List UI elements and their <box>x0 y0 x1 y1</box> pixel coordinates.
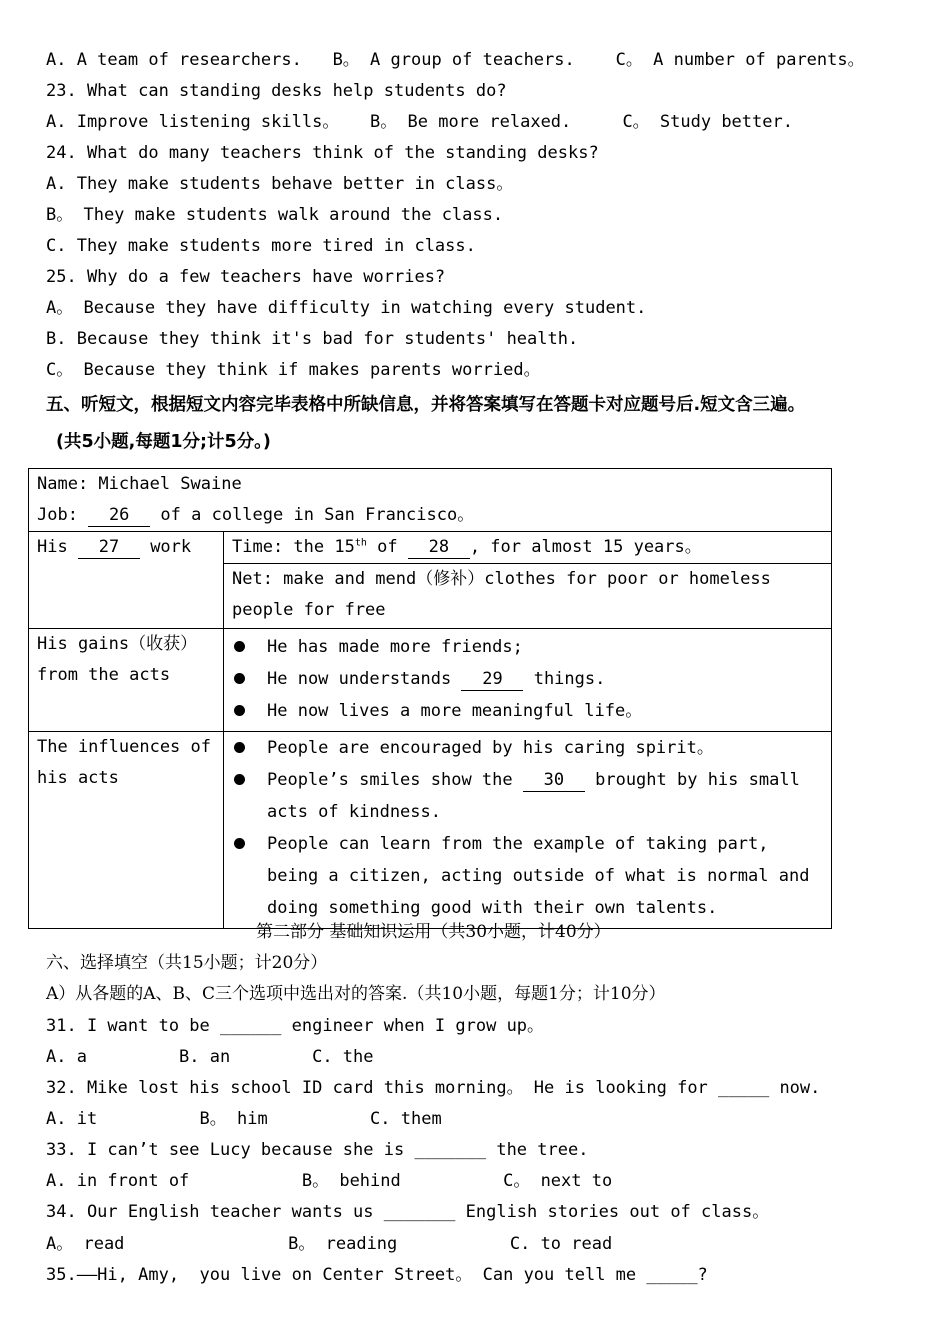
bullet-icon <box>234 673 245 684</box>
blank-28[interactable]: 28 <box>408 536 470 559</box>
gain-item: He now lives a more meaningful life。 <box>232 695 823 727</box>
q23-question: 23. What can standing desks help students do? <box>46 81 507 101</box>
q31-options: A. a B. an C. the <box>46 1047 374 1067</box>
q33-options: A. in front of B。 behind C。 next to <box>46 1171 613 1191</box>
influence-label: The influences of his acts <box>29 732 224 929</box>
influence-item: People are encouraged by his caring spirit。 <box>232 732 823 764</box>
q34-question: 34. Our English teacher wants us _______ English stories out of class。 <box>46 1202 770 1222</box>
q31-question: 31. I want to be ______ engineer when I grow up。 <box>46 1016 545 1036</box>
bullet-icon <box>234 742 245 753</box>
q25-option-c: C。 Because they think if makes parents worried。 <box>46 360 541 380</box>
q32-question: 32. Mike lost his school ID card this morning。 He is looking for _____ now. <box>46 1078 821 1098</box>
q33-question: 33. I can’t see Lucy because she is _______ the tree. <box>46 1140 589 1160</box>
name-line: Name: Michael Swaine <box>37 474 242 494</box>
blank-30[interactable]: 30 <box>523 769 585 792</box>
bullet-icon <box>234 774 245 785</box>
q23-options: A. Improve listening skills。 B。 Be more relaxed. C。 Study better. <box>46 112 793 132</box>
q25-option-a: A。 Because they have difficulty in watching every student. <box>46 298 647 318</box>
q24-question: 24. What do many teachers think of the standing desks? <box>46 143 599 163</box>
gain-item: He has made more friends; <box>232 631 823 663</box>
blank-29[interactable]: 29 <box>461 668 523 691</box>
section6-title: 六、选择填空（共15小题；计20分） <box>46 953 328 973</box>
his-work-label: His 27 work <box>29 532 224 629</box>
name-job-cell <box>29 469 832 532</box>
q24-option-c: C. They make students more tired in class. <box>46 236 476 256</box>
influence-item: People can learn from the example of taking part, being a citizen, acting outside of what is normal and doing something good with their own talents. <box>232 828 823 924</box>
bullet-icon <box>234 705 245 716</box>
part2-title: 第二部分 基础知识运用（共30小题，计40分） <box>256 922 611 942</box>
net-cell: Net: make and mend（修补）clothes for poor or homeless people for free <box>224 564 832 629</box>
blank-26[interactable]: 26 <box>88 504 150 527</box>
q32-options: A. it B。 him C. them <box>46 1109 442 1129</box>
q34-options: A。 read B。 reading C. to read <box>46 1234 613 1254</box>
q35-question: 35.——Hi, Amy, you live on Center Street。 Can you tell me _____? <box>46 1265 708 1285</box>
influence-cell <box>224 732 832 929</box>
influence-item: People’s smiles show the 30 brought by his small acts of kindness. <box>232 764 823 828</box>
gains-cell <box>224 629 832 732</box>
q25-question: 25. Why do a few teachers have worries? <box>46 267 446 287</box>
bullet-icon <box>234 838 245 849</box>
gains-label: His gains（收获）from the acts <box>29 629 224 732</box>
q24-option-b: B。 They make students walk around the class. <box>46 205 504 225</box>
info-table <box>28 468 832 929</box>
section5-title: 五、听短文，根据短文内容完毕表格中所缺信息，并将答案填写在答题卡对应题号后.短文含三遍。 <box>46 395 806 415</box>
q24-option-a: A. They make students behave better in class。 <box>46 174 514 194</box>
q22-options: A. A team of researchers. B。 A group of teachers. C。 A number of parents。 <box>46 50 865 70</box>
q25-option-b: B. Because they think it's bad for students' health. <box>46 329 579 349</box>
section5-subtitle: (共5小题,每题1分;计5分。) <box>56 432 271 452</box>
gain-item: He now understands 29 things. <box>232 663 823 695</box>
time-cell: Time: the 15th of 28 , for almost 15 years。 <box>224 532 832 564</box>
section6-instruction: A）从各题的A、B、C三个选项中选出对的答案.（共10小题，每题1分；计10分） <box>46 984 666 1004</box>
bullet-icon <box>234 641 245 652</box>
job-line: Job: 26 of a college in San Francisco。 <box>37 505 475 525</box>
blank-27[interactable]: 27 <box>78 536 140 559</box>
